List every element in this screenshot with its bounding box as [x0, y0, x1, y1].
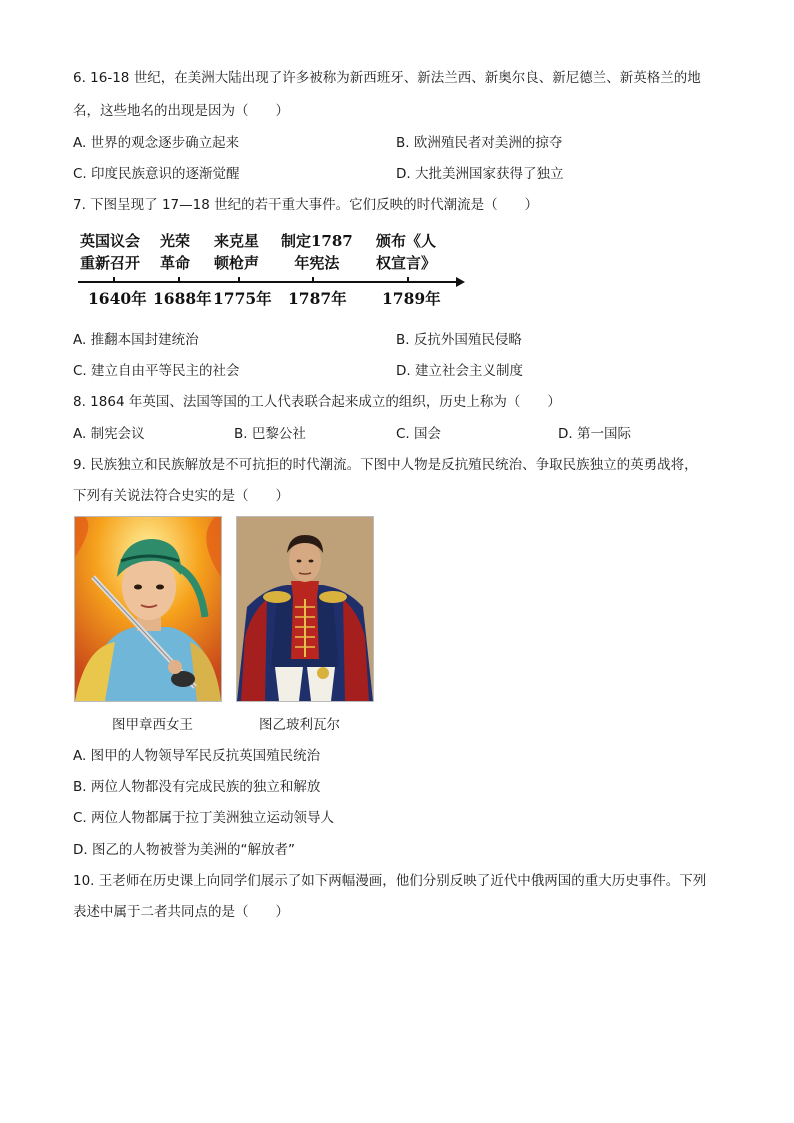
timeline-event-5: 颁布《人 权宣言》: [376, 232, 437, 272]
q10-stem-line1: 10. 王老师在历史课上向同学们展示了如下两幅漫画，他们分别反映了近代中俄两国的重大历史事件。下列: [73, 873, 707, 889]
q6-option-b: B. 欧洲殖民者对美洲的掠夺: [396, 135, 563, 151]
q7-option-c: C. 建立自由平等民主的社会: [73, 363, 240, 379]
timeline-event-4: 制定1787 年宪法: [281, 232, 353, 272]
q8-option-d: D. 第一国际: [558, 426, 631, 442]
timeline-tick: [407, 277, 409, 282]
timeline-arrowhead: [456, 277, 465, 287]
q9-option-c: C. 两位人物都属于拉丁美洲独立运动领导人: [73, 810, 335, 826]
q6-option-a: A. 世界的观念逐步确立起来: [73, 135, 240, 151]
q6-option-c: C. 印度民族意识的逐渐觉醒: [73, 166, 240, 182]
timeline-year-1: 1640年: [88, 289, 147, 308]
q7-option-b: B. 反抗外国殖民侵略: [396, 332, 522, 348]
q6-stem-line2: 名，这些地名的出现是因为（ ）: [73, 103, 289, 119]
q9-option-b: B. 两位人物都没有完成民族的独立和解放: [73, 779, 321, 795]
timeline-tick: [312, 277, 314, 282]
q9-option-d: D. 图乙的人物被誉为美洲的“解放者”: [73, 842, 295, 858]
timeline-year-4: 1787年: [288, 289, 347, 308]
q10-stem-line2: 表述中属于二者共同点的是（ ）: [73, 904, 289, 920]
q6-option-d: D. 大批美洲国家获得了独立: [396, 166, 564, 182]
q8-stem: 8. 1864 年英国、法国等国的工人代表联合起来成立的组织，历史上称为（ ）: [73, 394, 561, 410]
timeline-event-1: 英国议会 重新召开: [80, 232, 141, 272]
timeline-tick: [113, 277, 115, 282]
timeline-axis: [78, 281, 458, 283]
caption-figure-a: 图甲章西女王: [112, 717, 193, 733]
timeline-tick: [178, 277, 180, 282]
caption-figure-b: 图乙玻利瓦尔: [259, 717, 340, 733]
q7-stem: 7. 下图呈现了 17—18 世纪的若干重大事件。它们反映的时代潮流是（ ）: [73, 197, 539, 213]
q7-option-a: A. 推翻本国封建统治: [73, 332, 199, 348]
q7-option-d: D. 建立社会主义制度: [396, 363, 523, 379]
q6-stem-line1: 6. 16-18 世纪，在美洲大陆出现了许多被称为新西班牙、新法兰西、新奥尔良、新尼德兰、新英格兰的地: [73, 70, 701, 86]
q9-stem-line1: 9. 民族独立和民族解放是不可抗拒的时代潮流。下图中人物是反抗殖民统治、争取民族独立的英勇战将，: [73, 457, 698, 473]
timeline-year-5: 1789年: [382, 289, 441, 308]
q8-option-b: B. 巴黎公社: [234, 426, 306, 442]
portrait-rani-image: [74, 516, 222, 702]
timeline-year-3: 1775年: [213, 289, 272, 308]
portrait-bolivar-image: [236, 516, 374, 702]
timeline-event-2: 光荣 革命: [160, 232, 191, 272]
q9-stem-line2: 下列有关说法符合史实的是（ ）: [73, 488, 289, 504]
q8-option-a: A. 制宪会议: [73, 426, 145, 442]
q8-option-c: C. 国会: [396, 426, 442, 442]
timeline-year-2: 1688年: [153, 289, 212, 308]
timeline-event-3: 来克星 顿枪声: [214, 232, 260, 272]
timeline-tick: [238, 277, 240, 282]
q9-option-a: A. 图甲的人物领导军民反抗英国殖民统治: [73, 748, 321, 764]
